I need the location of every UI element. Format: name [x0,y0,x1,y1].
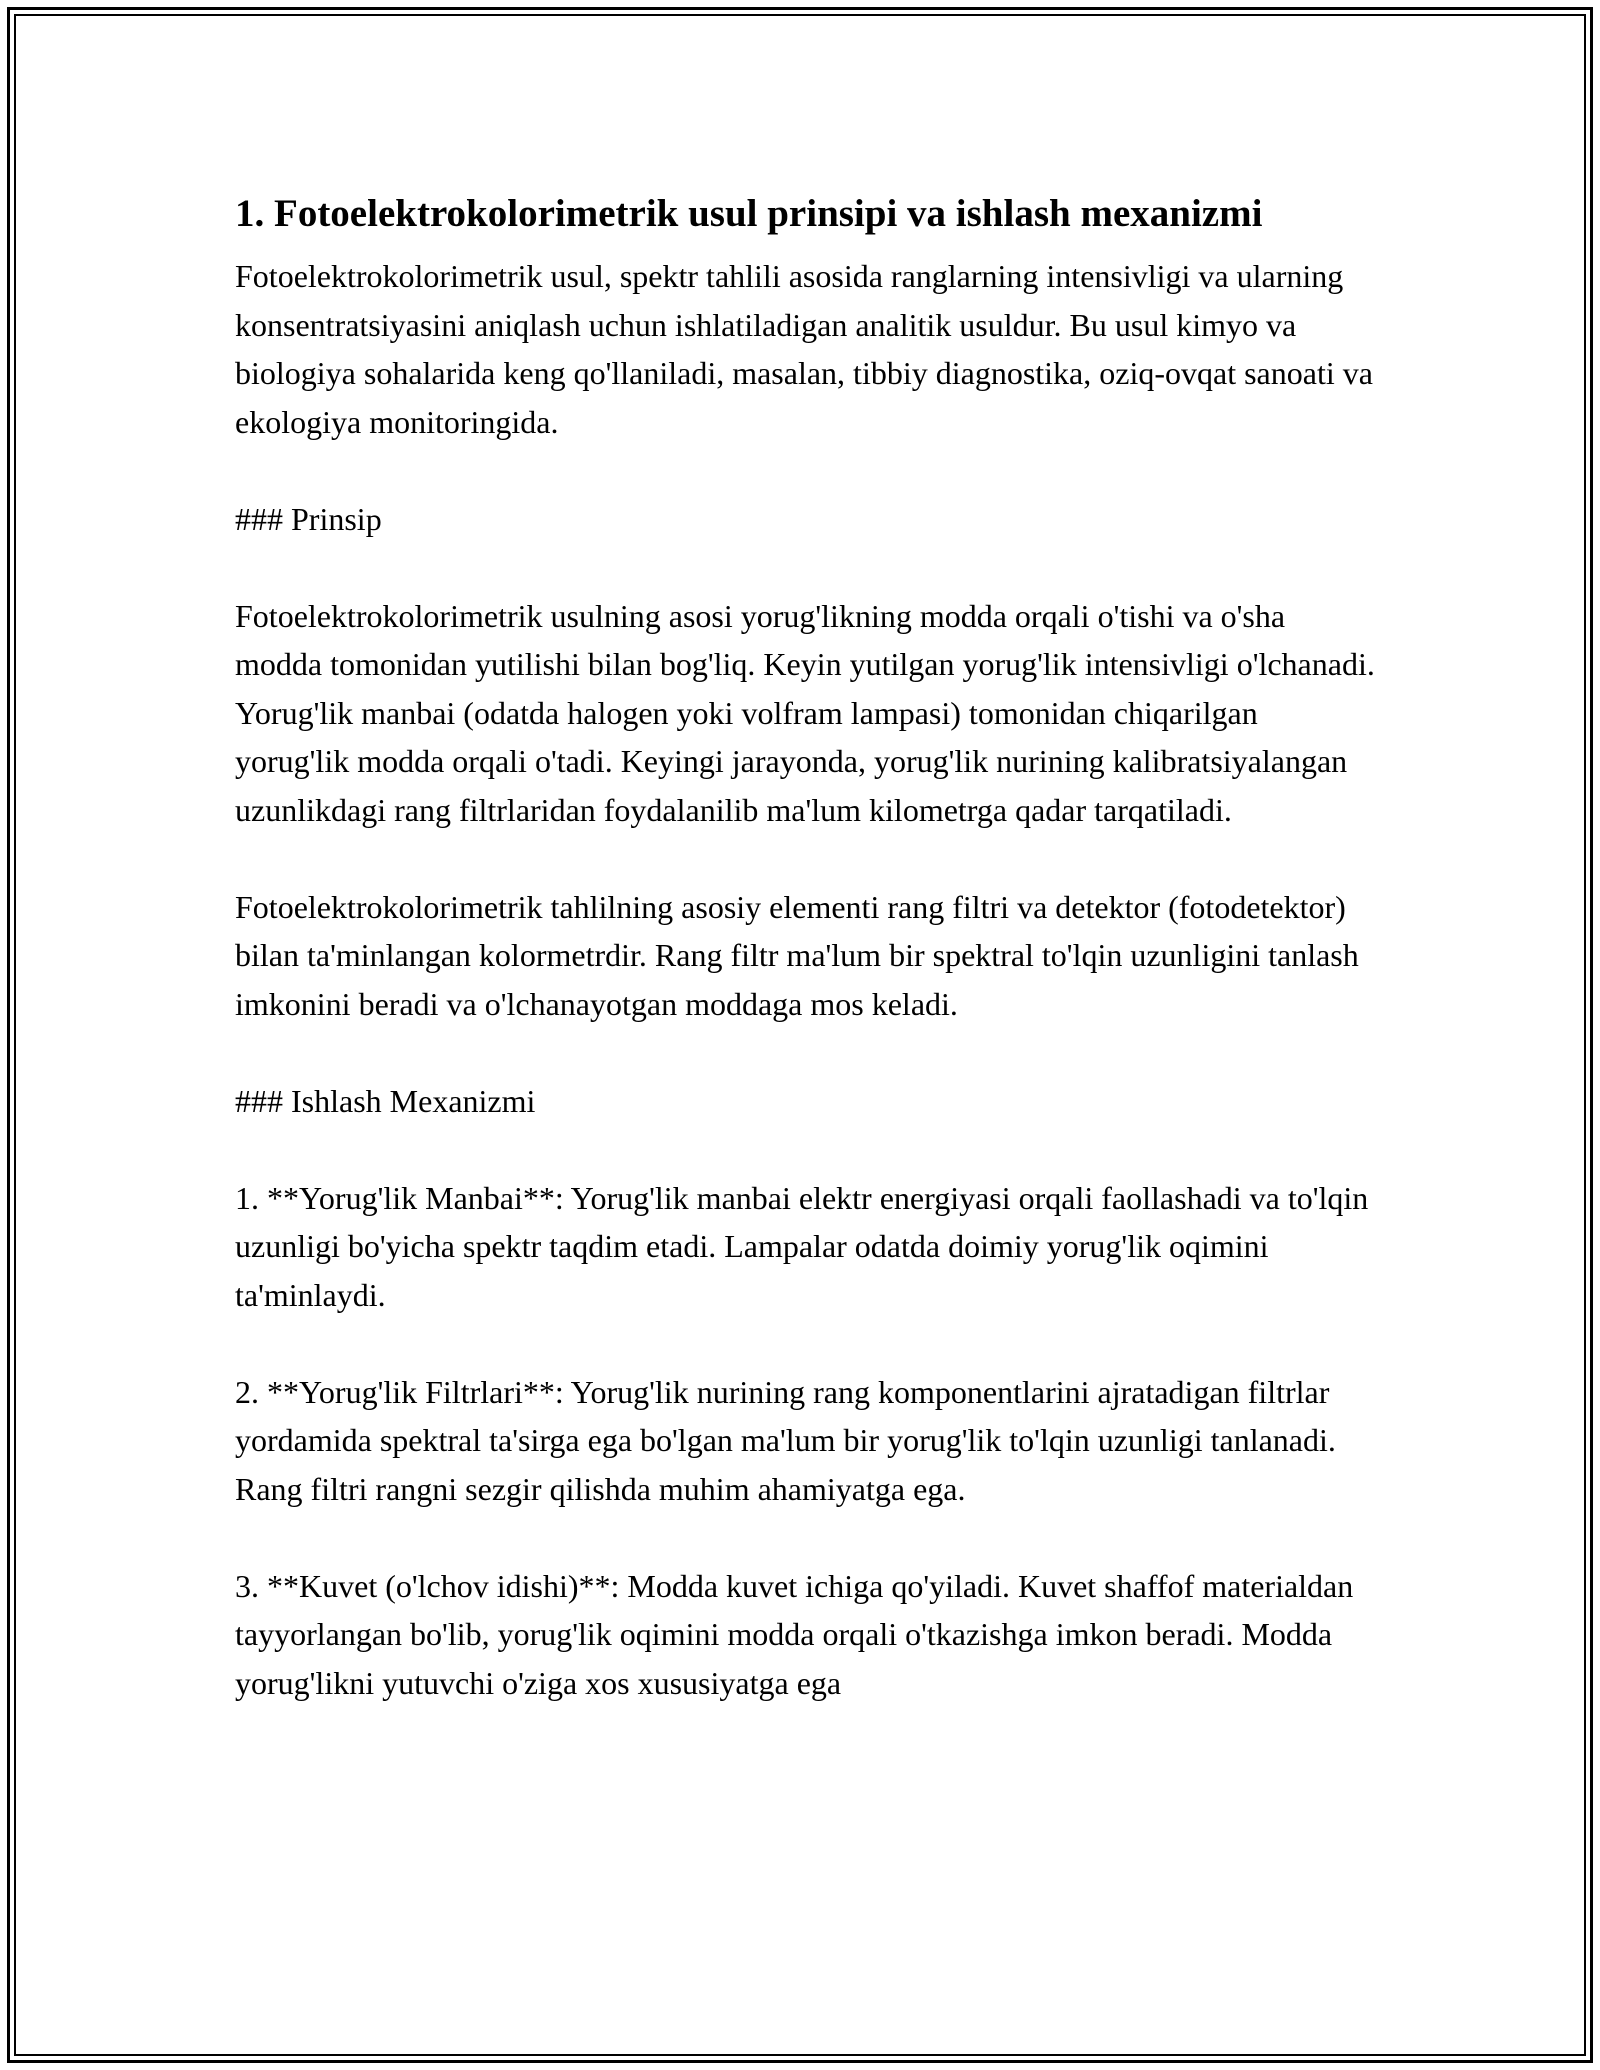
list-item-kuvet: 3. **Kuvet (o'lchov idishi)**: Modda kuvet ichiga qo'yiladi. Kuvet shaffof materialdan tayyorlangan bo'lib, yorug'lik oqimini modda orqali o'tkazishga imkon beradi. Modda yorug'likni yutuvchi o'ziga xos xususiyatga ega [235,1567,1354,1701]
section-heading-prinsip: ### Prinsip [235,500,382,537]
list-item-yorug-lik-filtrlari: 2. **Yorug'lik Filtrlari**: Yorug'lik nurining rang komponentlarini ajratadigan filtrlar yordamida spektral ta'sirga ega bo'lgan ma'lum bir yorug'lik to'lqin uzunligi tanlanadi. Rang filtri rangni sezgir qilishda muhim ahamiyatga ega. [235,1373,1336,1507]
section-heading-ishlash-mexanizmi: ### Ishlash Mexanizmi [235,1082,536,1119]
paragraph-intro: Fotoelektrokolorimetrik usul, spektr tahlili asosida ranglarning intensivligi va ularning konsentratsiyasini aniqlash uchun ishlatiladigan analitik usuldur. Bu usul kimyo va biologiya sohalarida keng qo'llaniladi, masalan, tibbiy diagnostika, oziq-ovqat sanoati va ekologiya monitoringida. [235,258,1373,440]
document-title: 1. Fotoelektrokolorimetrik usul prinsipi va ishlash mexanizmi [235,192,1263,235]
paragraph-prinsip-1: Fotoelektrokolorimetrik usulning asosi yorug'likning modda orqali o'tishi va o'sha modda tomonidan yutilishi bilan bog'liq. Keyin yutilgan yorug'lik intensivligi o'lchanadi. Yorug'lik manbai (odatda halogen yoki volfram lampasi) tomonidan chiqarilgan yorug'lik modda orqali o'tadi. Keyingi jarayonda, yorug'lik nurining kalibratsiyalangan uzunlikdagi rang filtrlaridan foydalanilib ma'lum kilometrga qadar tarqatiladi. [235,597,1375,828]
paragraph-prinsip-2: Fotoelektrokolorimetrik tahlilning asosiy elementi rang filtri va detektor (fotodetektor) bilan ta'minlangan kolormetrdir. Rang filtr ma'lum bir spektral to'lqin uzunligini tanlash imkonini beradi va o'lchanayotgan moddaga mos keladi. [235,888,1359,1022]
list-item-yorug-lik-manbai: 1. **Yorug'lik Manbai**: Yorug'lik manbai elektr energiyasi orqali faollashadi va to'lqin uzunligi bo'yicha spektr taqdim etadi. Lampalar odatda doimiy yorug'lik oqimini ta'minlaydi. [235,1179,1369,1313]
document-body [235,188,1375,1756]
